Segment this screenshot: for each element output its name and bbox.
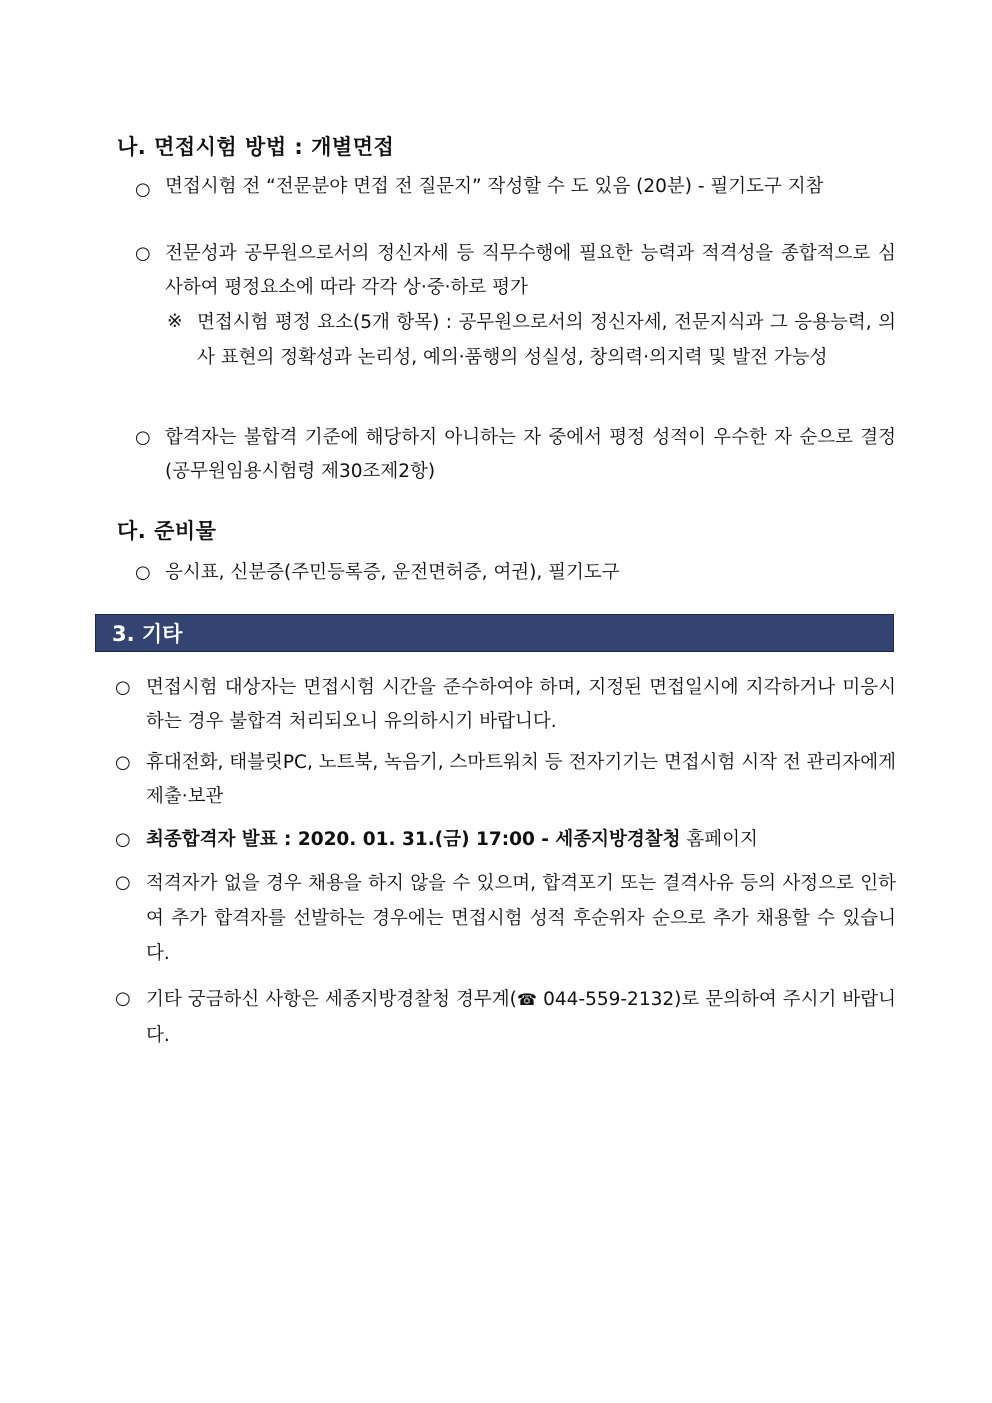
etc-item-attendance: 면접시험 대상자는 면접시험 시간을 준수하여야 하며, 지정된 면접일시에 지각하거나 미응시하는 경우 불합격 처리되오니 유의하시기 바랍니다. xyxy=(146,677,896,732)
contact-phone: 044-559-2132 xyxy=(537,989,675,1010)
bullet: ○ xyxy=(115,677,131,698)
bullet: ○ xyxy=(115,829,131,850)
section-heading-supplies: 다. 준비물 xyxy=(117,519,217,543)
bullet: ○ xyxy=(135,427,151,448)
etc-item-announcement xyxy=(146,823,896,857)
note-mark: ※ xyxy=(167,311,183,332)
bullet: ○ xyxy=(115,872,131,893)
etc-item-devices: 휴대전화, 태블릿PC, 노트북, 녹음기, 스마트워치 등 전자기기는 면접시험 시작 전 관리자에게 제출·보관 xyxy=(146,752,896,807)
etc-item-contact xyxy=(146,982,896,1054)
section-title-etc: 3. 기타 xyxy=(112,622,183,646)
method-item-evaluation: 전문성과 공무원으로서의 정신자세 등 직무수행에 필요한 능력과 적격성을 종합적으로 심사하여 평정요소에 따라 각각 상·중·하로 평가 xyxy=(165,243,896,298)
section-heading-method: 나. 면접시험 방법 : 개별면접 xyxy=(117,135,395,159)
bullet: ○ xyxy=(115,752,131,773)
section-banner-etc xyxy=(95,614,894,652)
contact-text: 기타 궁금하신 사항은 세종지방경찰청 경무계( xyxy=(146,989,517,1010)
announcement-date: 최종합격자 발표 : 2020. 01. 31.(금) 17:00 - 세종지방경찰청 xyxy=(146,829,681,850)
bullet: ○ xyxy=(115,988,131,1009)
method-item-questionnaire: 면접시험 전 “전문분야 면접 전 질문지” 작성할 수 도 있음 (20분) - 필기도구 지참 xyxy=(165,176,824,197)
phone-icon: ☎ xyxy=(516,990,538,1009)
contact-text-end: )로 문의하여 주시기 바랍니다. xyxy=(146,989,896,1046)
method-item-pass-criteria: 합격자는 불합격 기준에 해당하지 아니하는 자 중에서 평정 성적이 우수한 자 순으로 결정(공무원임용시험령 제30조제2항) xyxy=(165,427,896,482)
bullet: ○ xyxy=(135,562,151,583)
announcement-homepage: 홈페이지 xyxy=(680,829,758,850)
bullet: ○ xyxy=(135,179,151,200)
evaluation-factors-note: 면접시험 평정 요소(5개 항목) : 공무원으로서의 정신자세, 전문지식과 그 응용능력, 의사 표현의 정확성과 논리성, 예의·품행의 성실성, 창의력·의지력 및 발전 가능성 xyxy=(197,312,896,368)
supplies-item: 응시표, 신분증(주민등록증, 운전면허증, 여권), 필기도구 xyxy=(165,562,620,583)
bullet: ○ xyxy=(135,243,151,264)
etc-item-additional-hire: 적격자가 없을 경우 채용을 하지 않을 수 있으며, 합격포기 또는 결격사유 등의 사정으로 인하여 추가 합격자를 선발하는 경우에는 면접시험 성적 후순위자 순으로 추가 채용할 수 있습니다. xyxy=(146,873,896,964)
